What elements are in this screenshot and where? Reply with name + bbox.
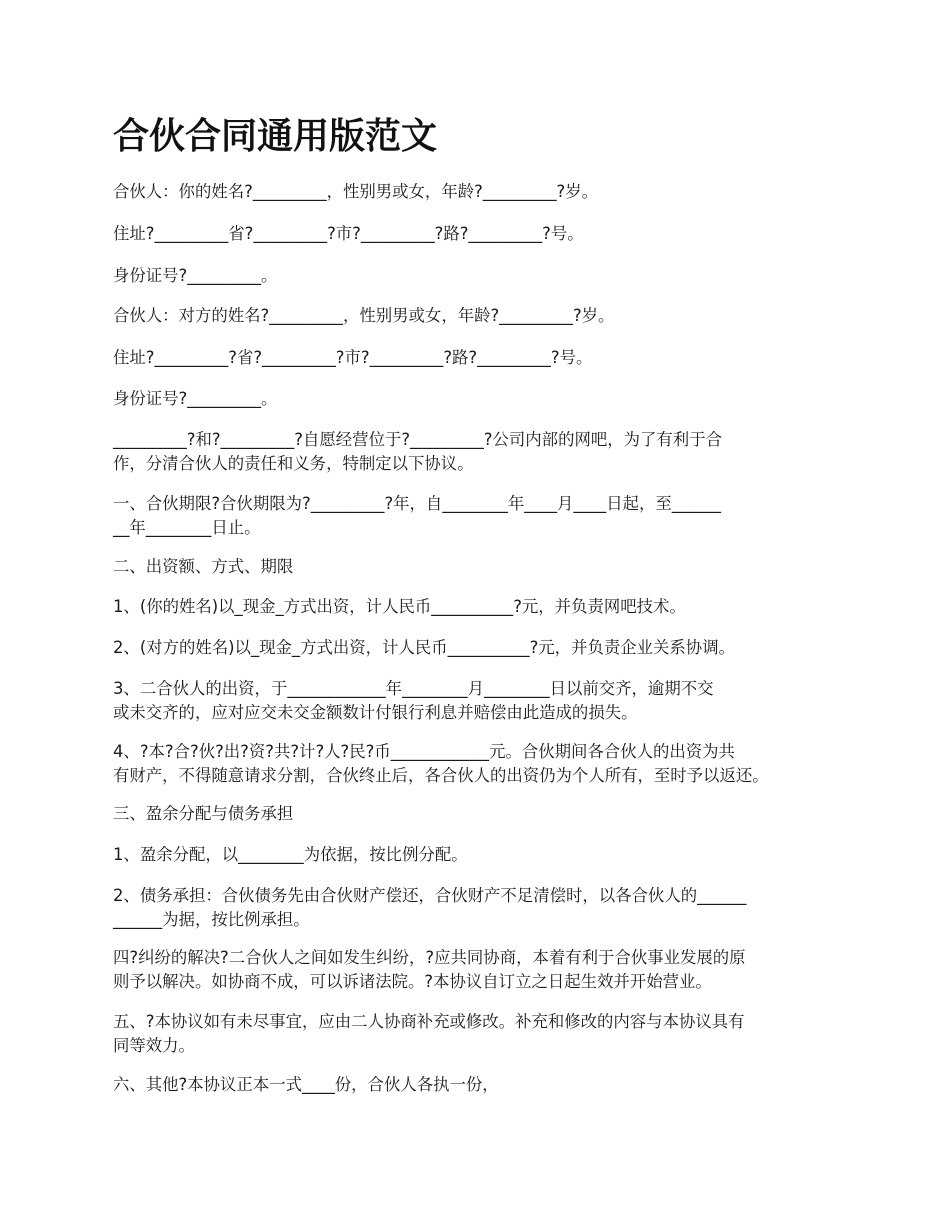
section-6-other-paragraph: 六、其他?本协议正本一式____份，合伙人各执一份， [113, 1075, 499, 1094]
partner-2-address-line: 住址?_________?省?_________?市?_________?路?_________?号。 [113, 348, 593, 367]
section-2-item-4: 4、?本?合?伙?出?资?共?计?人?民?币____________元。合伙期间各合伙人的出资为共 有财产，不得随意请求分割，合伙终止后，各合伙人的出资仍为个人所有，至时予以返还。 [113, 742, 769, 785]
partner-1-address-line: 住址?_________省?_________?市?_________?路?_________?号。 [113, 224, 584, 243]
document-title: 合伙合同通用版范文 [113, 116, 438, 157]
section-3-item-2: 2、债务承担：合伙债务先由合伙财产偿还，合伙财产不足清偿时，以各合伙人的______ ______为据，按比例承担。 [113, 886, 747, 929]
partner-2-id-line: 身份证号?_________。 [113, 389, 278, 408]
section-3-item-1: 1、盈余分配，以________为依据，按比例分配。 [113, 845, 468, 864]
partner-1-name-line: 合伙人：你的姓名?_________，性别男或女，年龄?_________?岁。 [113, 182, 599, 201]
agreement-purpose-paragraph: _________?和?_________?自愿经营位于?_________?公司内部的网吧，为了有利于合 作，分清合伙人的责任和义务，特制定以下协议。 [113, 430, 722, 473]
partner-1-id-line: 身份证号?_________。 [113, 266, 278, 285]
section-3-heading: 三、盈余分配与债务承担 [113, 804, 294, 823]
section-2-item-2: 2、(对方的姓名)以_现金_方式出资，计人民币__________?元，并负责企业关系协调。 [113, 638, 735, 657]
section-2-heading: 二、出资额、方式、期限 [113, 557, 294, 576]
section-1-term-paragraph: 一、合伙期限?合伙期限为?_________?年，自________年____月____日起，至______ __年________日止。 [113, 494, 721, 537]
section-2-item-1: 1、(你的姓名)以_现金_方式出资，计人民币__________?元，并负责网吧技术。 [113, 597, 686, 616]
section-4-dispute-paragraph: 四?纠纷的解决?二合伙人之间如发生纠纷，?应共同协商，本着有利于合伙事业发展的原 则予以解决。如协商不成，可以诉诸法院。?本协议自订立之日起生效并开始营业。 [113, 948, 746, 991]
section-5-amendment-paragraph: 五、?本协议如有未尽事宜，应由二人协商补充或修改。补充和修改的内容与本协议具有 同等效力。 [113, 1012, 745, 1055]
section-2-item-3: 3、二合伙人的出资，于____________年________月________日以前交齐，逾期不交 或未交齐的，应对应交未交金额数计付银行利息并赔偿由此造成的损失。 [113, 679, 714, 722]
partner-2-name-line: 合伙人：对方的姓名?_________，性别男或女，年龄?_________?岁。 [113, 306, 615, 325]
